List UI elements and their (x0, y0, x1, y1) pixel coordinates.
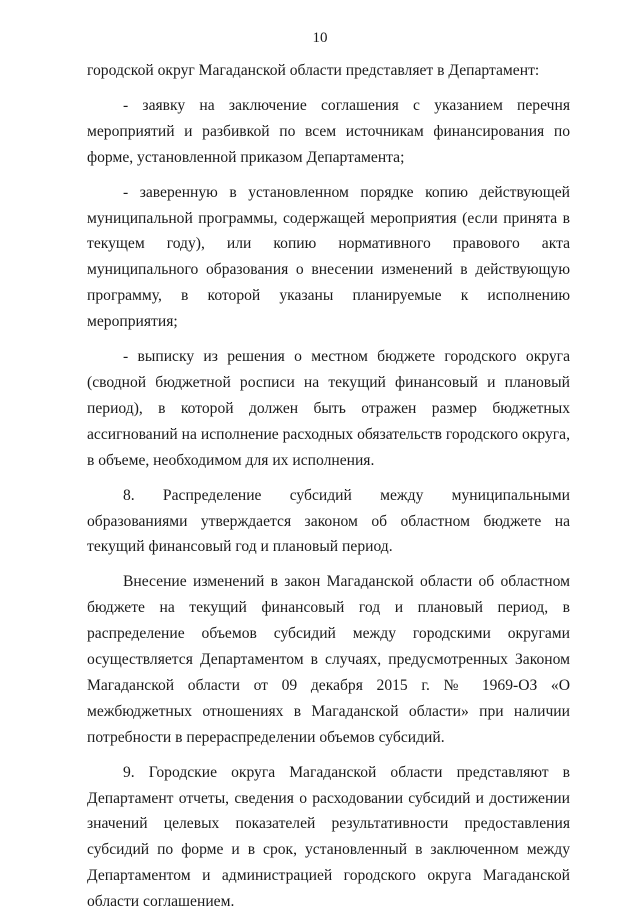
document-body (87, 58, 570, 915)
list-item-program-copy: - заверенную в установленном порядке копию действующей муниципальной программы, содержащей мероприятия (если принята в текущем году), или копию нормативного правового акта муниципального образования о внесении изменений в действующую программу, в которой указаны планируемые к исполнению мероприятия; (87, 183, 570, 331)
page-number: 10 (312, 30, 328, 46)
paragraph-amendments: Внесение изменений в закон Магаданской области об областном бюджете на текущий финансовый год и плановый период, в распределение объемов субсидий между городскими округами осуществляется Департаментом в случаях, предусмотренных Законом Магаданской области от 09 декабря 2015 г. № 1969-ОЗ «О межбюджетных отношениях в Магаданской области» при наличии потребности в перераспределении объемов субсидий. (87, 573, 570, 746)
list-item-budget-extract: - выписку из решения о местном бюджете городского округа (сводной бюджетной росписи на текущий финансовый и плановый период), в которой должен быть отражен размер бюджетных ассигнований на исполнение расходных обязательств городского округа, в объеме, необходимом для их исполнения. (87, 348, 570, 469)
paragraph-clause-8: 8. Распределение субсидий между муниципальными образованиями утверждается законом об областном бюджете на текущий финансовый год и плановый период. (87, 486, 570, 556)
list-item-application: - заявку на заключение соглашения с указанием перечня мероприятий и разбивкой по всем источникам финансирования по форме, установленной приказом Департамента; (87, 96, 570, 166)
paragraph-intro-continuation: городской округ Магаданской области представляет в Департамент: (87, 62, 540, 79)
paragraph-clause-9: 9. Городские округа Магаданской области представляют в Департамент отчеты, сведения о расходовании субсидий и достижении значений целевых показателей результативности предоставления субсидий по форме и в срок, установленный в заключенном между Департаментом и администрацией городского округа Магаданской области соглашением. (87, 763, 570, 911)
